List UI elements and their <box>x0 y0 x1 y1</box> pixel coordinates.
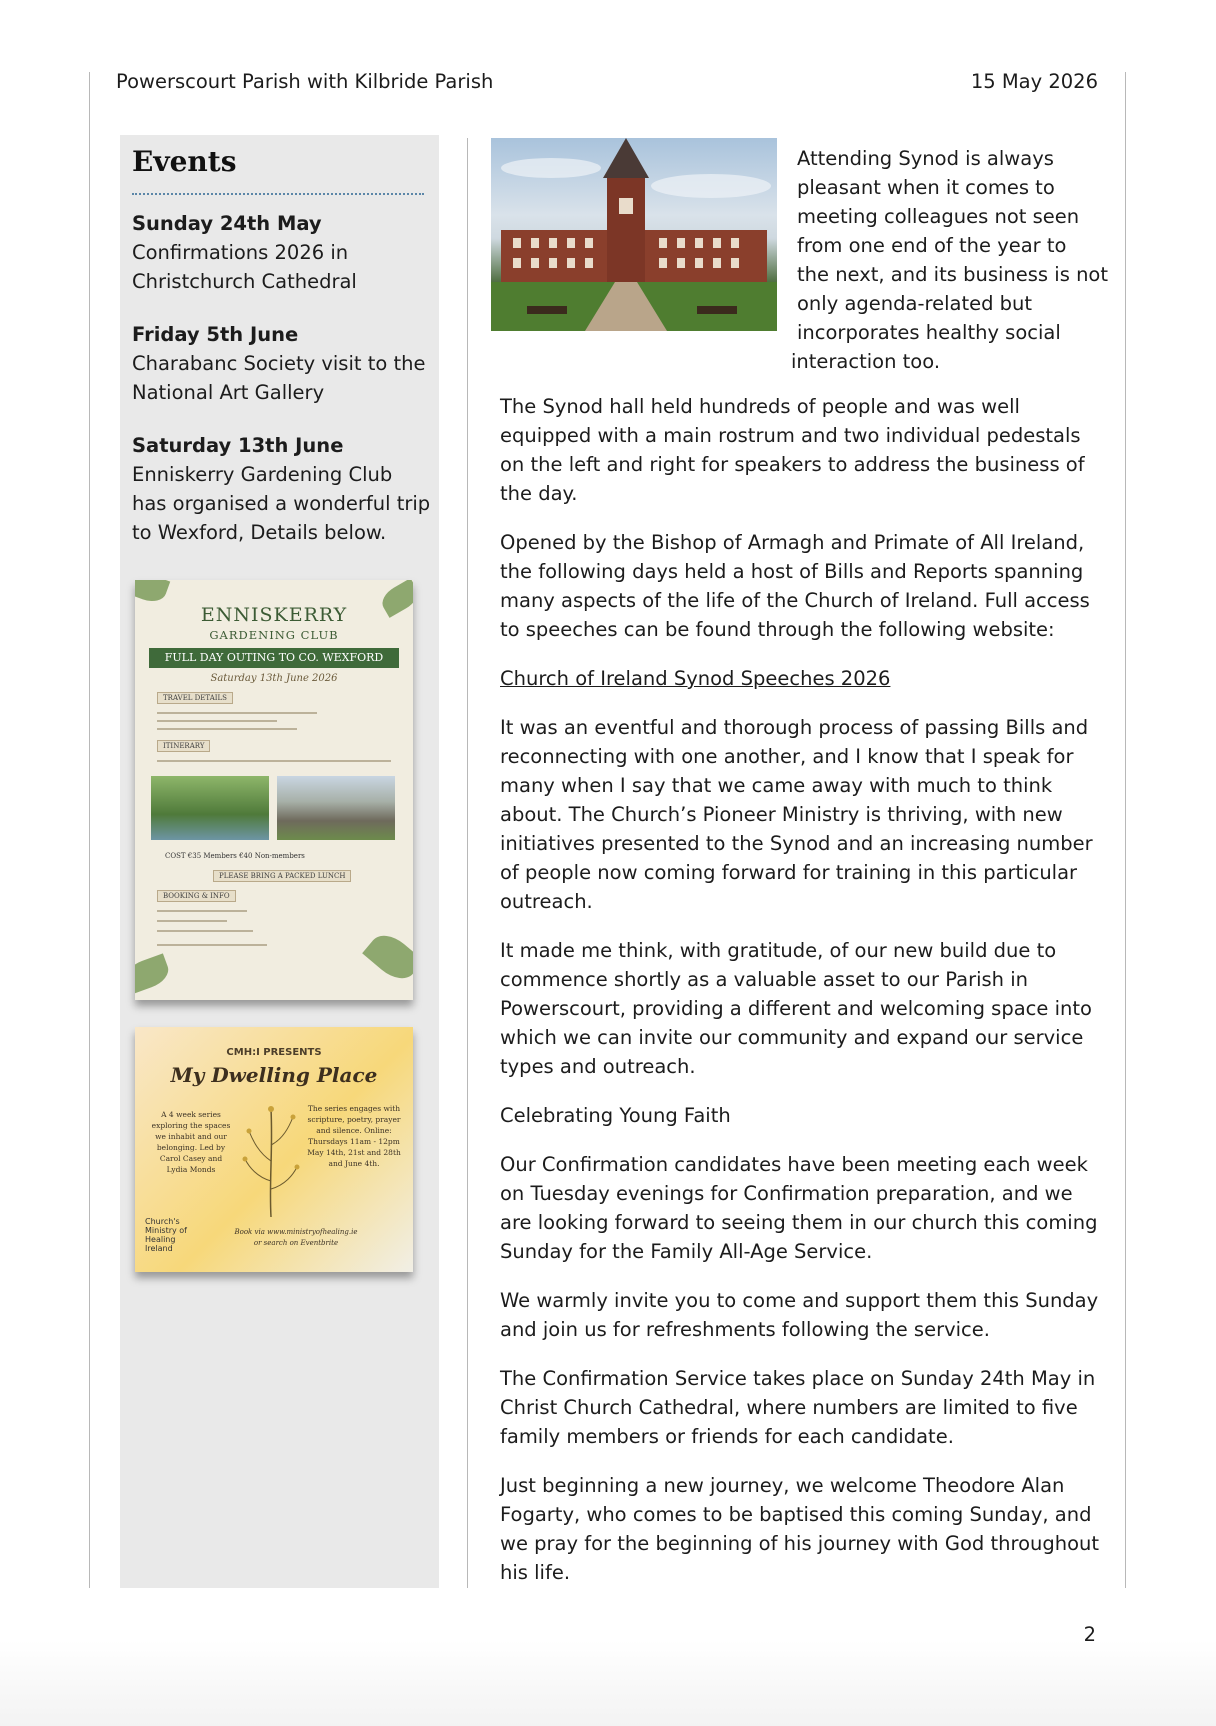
events-heading: Events <box>132 145 237 178</box>
poster-lunch-note: PLEASE BRING A PACKED LUNCH <box>213 870 351 882</box>
intro-line: pleasant when it comes to <box>797 176 1055 199</box>
poster-subtitle: GARDENING CLUB <box>209 628 339 642</box>
poster-right-text: The series engages with scripture, poetry, prayer and silence. Online: Thursdays 11am - 12pm May 14th, 21st and 28th and June 4th. <box>307 1104 401 1168</box>
paragraph: The Confirmation Service takes place on Sunday 24th May in Christ Church Cathedral, where numbers are limited to five family members or friends for each candidate. <box>500 1367 1096 1448</box>
event-item <box>132 431 432 547</box>
events-heading-divider <box>132 193 424 195</box>
poster-text-line <box>157 930 253 932</box>
intro-line: the next, and its business is not <box>797 263 1109 286</box>
paragraph: It made me think, with gratitude, of our new build due to commence shortly as a valuable asset to our Parish in Powerscourt, providing a different and welcoming space into which we can invite our community and expand our service types and outreach. <box>500 939 1092 1078</box>
poster-title: My Dwelling Place <box>170 1063 378 1087</box>
paragraph: Just beginning a new journey, we welcome Theodore Alan Fogarty, who comes to be baptised this coming Sunday, and we pray for the beginning of his journey with God throughout his life. <box>500 1474 1100 1584</box>
events-sidebar <box>120 135 439 1588</box>
poster-text-line <box>157 920 227 922</box>
leaf-decoration <box>135 953 172 994</box>
event-description: Charabanc Society visit to the National Art Gallery <box>132 352 426 404</box>
event-date: Friday 5th June <box>132 323 299 346</box>
events-list <box>132 209 432 571</box>
intro-line: only agenda-related but <box>797 292 1033 315</box>
leaf-decoration <box>362 927 413 986</box>
poster-booking-text: Book via www.ministryofhealing.ie or search on Eventbrite <box>234 1228 358 1247</box>
paragraph: Opened by the Bishop of Armagh and Primate of All Ireland, the following days held a host of Bills and Reports spanning many aspects of the life of the Church of Ireland. Full access to speeches can be found through the following website: <box>500 531 1090 641</box>
poster-section-travel: TRAVEL DETAILS <box>157 692 233 704</box>
leaf-decoration <box>135 580 170 606</box>
intro-line: Attending Synod is always <box>797 147 1054 170</box>
event-date: Sunday 24th May <box>132 212 322 235</box>
paragraph: We warmly invite you to come and support them this Sunday and join us for refreshments following the service. <box>500 1289 1099 1341</box>
poster-section-booking: BOOKING & INFO <box>157 890 236 902</box>
poster-left-text: A 4 week series exploring the spaces we inhabit and our belonging. Led by Carol Casey and Lydia Monds <box>151 1110 231 1174</box>
flower-stem-icon <box>239 1101 303 1219</box>
left-margin-rule <box>89 72 90 1588</box>
synod-intro <box>791 144 1117 376</box>
poster-section-itinerary: ITINERARY <box>157 740 210 752</box>
paragraph: Our Confirmation candidates have been meeting each week on Tuesday evenings for Confirmation preparation, and we are looking forward to seeing them in our church this coming Sunday for the Family All-Age Service. <box>500 1153 1098 1263</box>
gardening-club-poster <box>135 580 413 1000</box>
intro-line: incorporates healthy social <box>797 321 1061 344</box>
event-item <box>132 209 432 296</box>
section-heading: Celebrating Young Faith <box>500 1104 731 1127</box>
column-divider <box>467 138 468 1588</box>
building-illustration <box>491 138 777 331</box>
poster-text-line <box>157 944 267 946</box>
poster-banner: FULL DAY OUTING TO CO. WEXFORD <box>149 648 399 668</box>
poster-cost: COST €35 Members €40 Non-members <box>165 852 305 860</box>
dwelling-place-poster <box>135 1027 413 1272</box>
header-parish-name: Powerscourt Parish with Kilbride Parish <box>116 70 494 93</box>
article-body <box>500 392 1100 1607</box>
paragraph: The Synod hall held hundreds of people and was well equipped with a main rostrum and two individual pedestals on the left and right for speakers to address the business of the day. <box>500 395 1085 505</box>
garden-photo <box>151 776 269 840</box>
poster-date: Saturday 13th June 2026 <box>210 673 338 684</box>
poster-text-line <box>157 720 277 722</box>
synod-venue-photo <box>491 138 777 331</box>
poster-text-line <box>157 712 317 714</box>
right-margin-rule <box>1125 72 1126 1588</box>
synod-speeches-link[interactable]: Church of Ireland Synod Speeches 2026 <box>500 667 891 690</box>
ministry-logo: Church's Ministry of Healing Ireland <box>145 1217 187 1253</box>
intro-line: interaction too. <box>791 350 941 373</box>
paragraph: It was an eventful and thorough process of passing Bills and reconnecting with one another, and I know that I speak for many when I say that we came away with much to think about. The Church’s Pioneer Ministry is thriving, with new initiatives presented to the Synod and an increasing number of people now coming forward for training in this particular outreach. <box>500 716 1093 913</box>
event-date: Saturday 13th June <box>132 434 344 457</box>
intro-line: from one end of the year to <box>797 234 1067 257</box>
poster-presents: CMH:I PRESENTS <box>226 1047 322 1058</box>
event-item <box>132 320 432 407</box>
intro-line: meeting colleagues not seen <box>797 205 1080 228</box>
poster-text-line <box>157 760 391 762</box>
poster-title: ENNISKERRY <box>200 604 348 626</box>
poster-text-line <box>157 728 297 730</box>
event-description: Confirmations 2026 in Christchurch Cathedral <box>132 241 357 293</box>
event-description: Enniskerry Gardening Club has organised a wonderful trip to Wexford, Details below. <box>132 463 431 544</box>
header-date: 15 May 2026 <box>970 70 1098 93</box>
poster-text-line <box>157 910 247 912</box>
abbey-photo <box>277 776 395 840</box>
page-background-shade <box>0 1640 1216 1726</box>
page-number: 2 <box>1083 1623 1096 1646</box>
